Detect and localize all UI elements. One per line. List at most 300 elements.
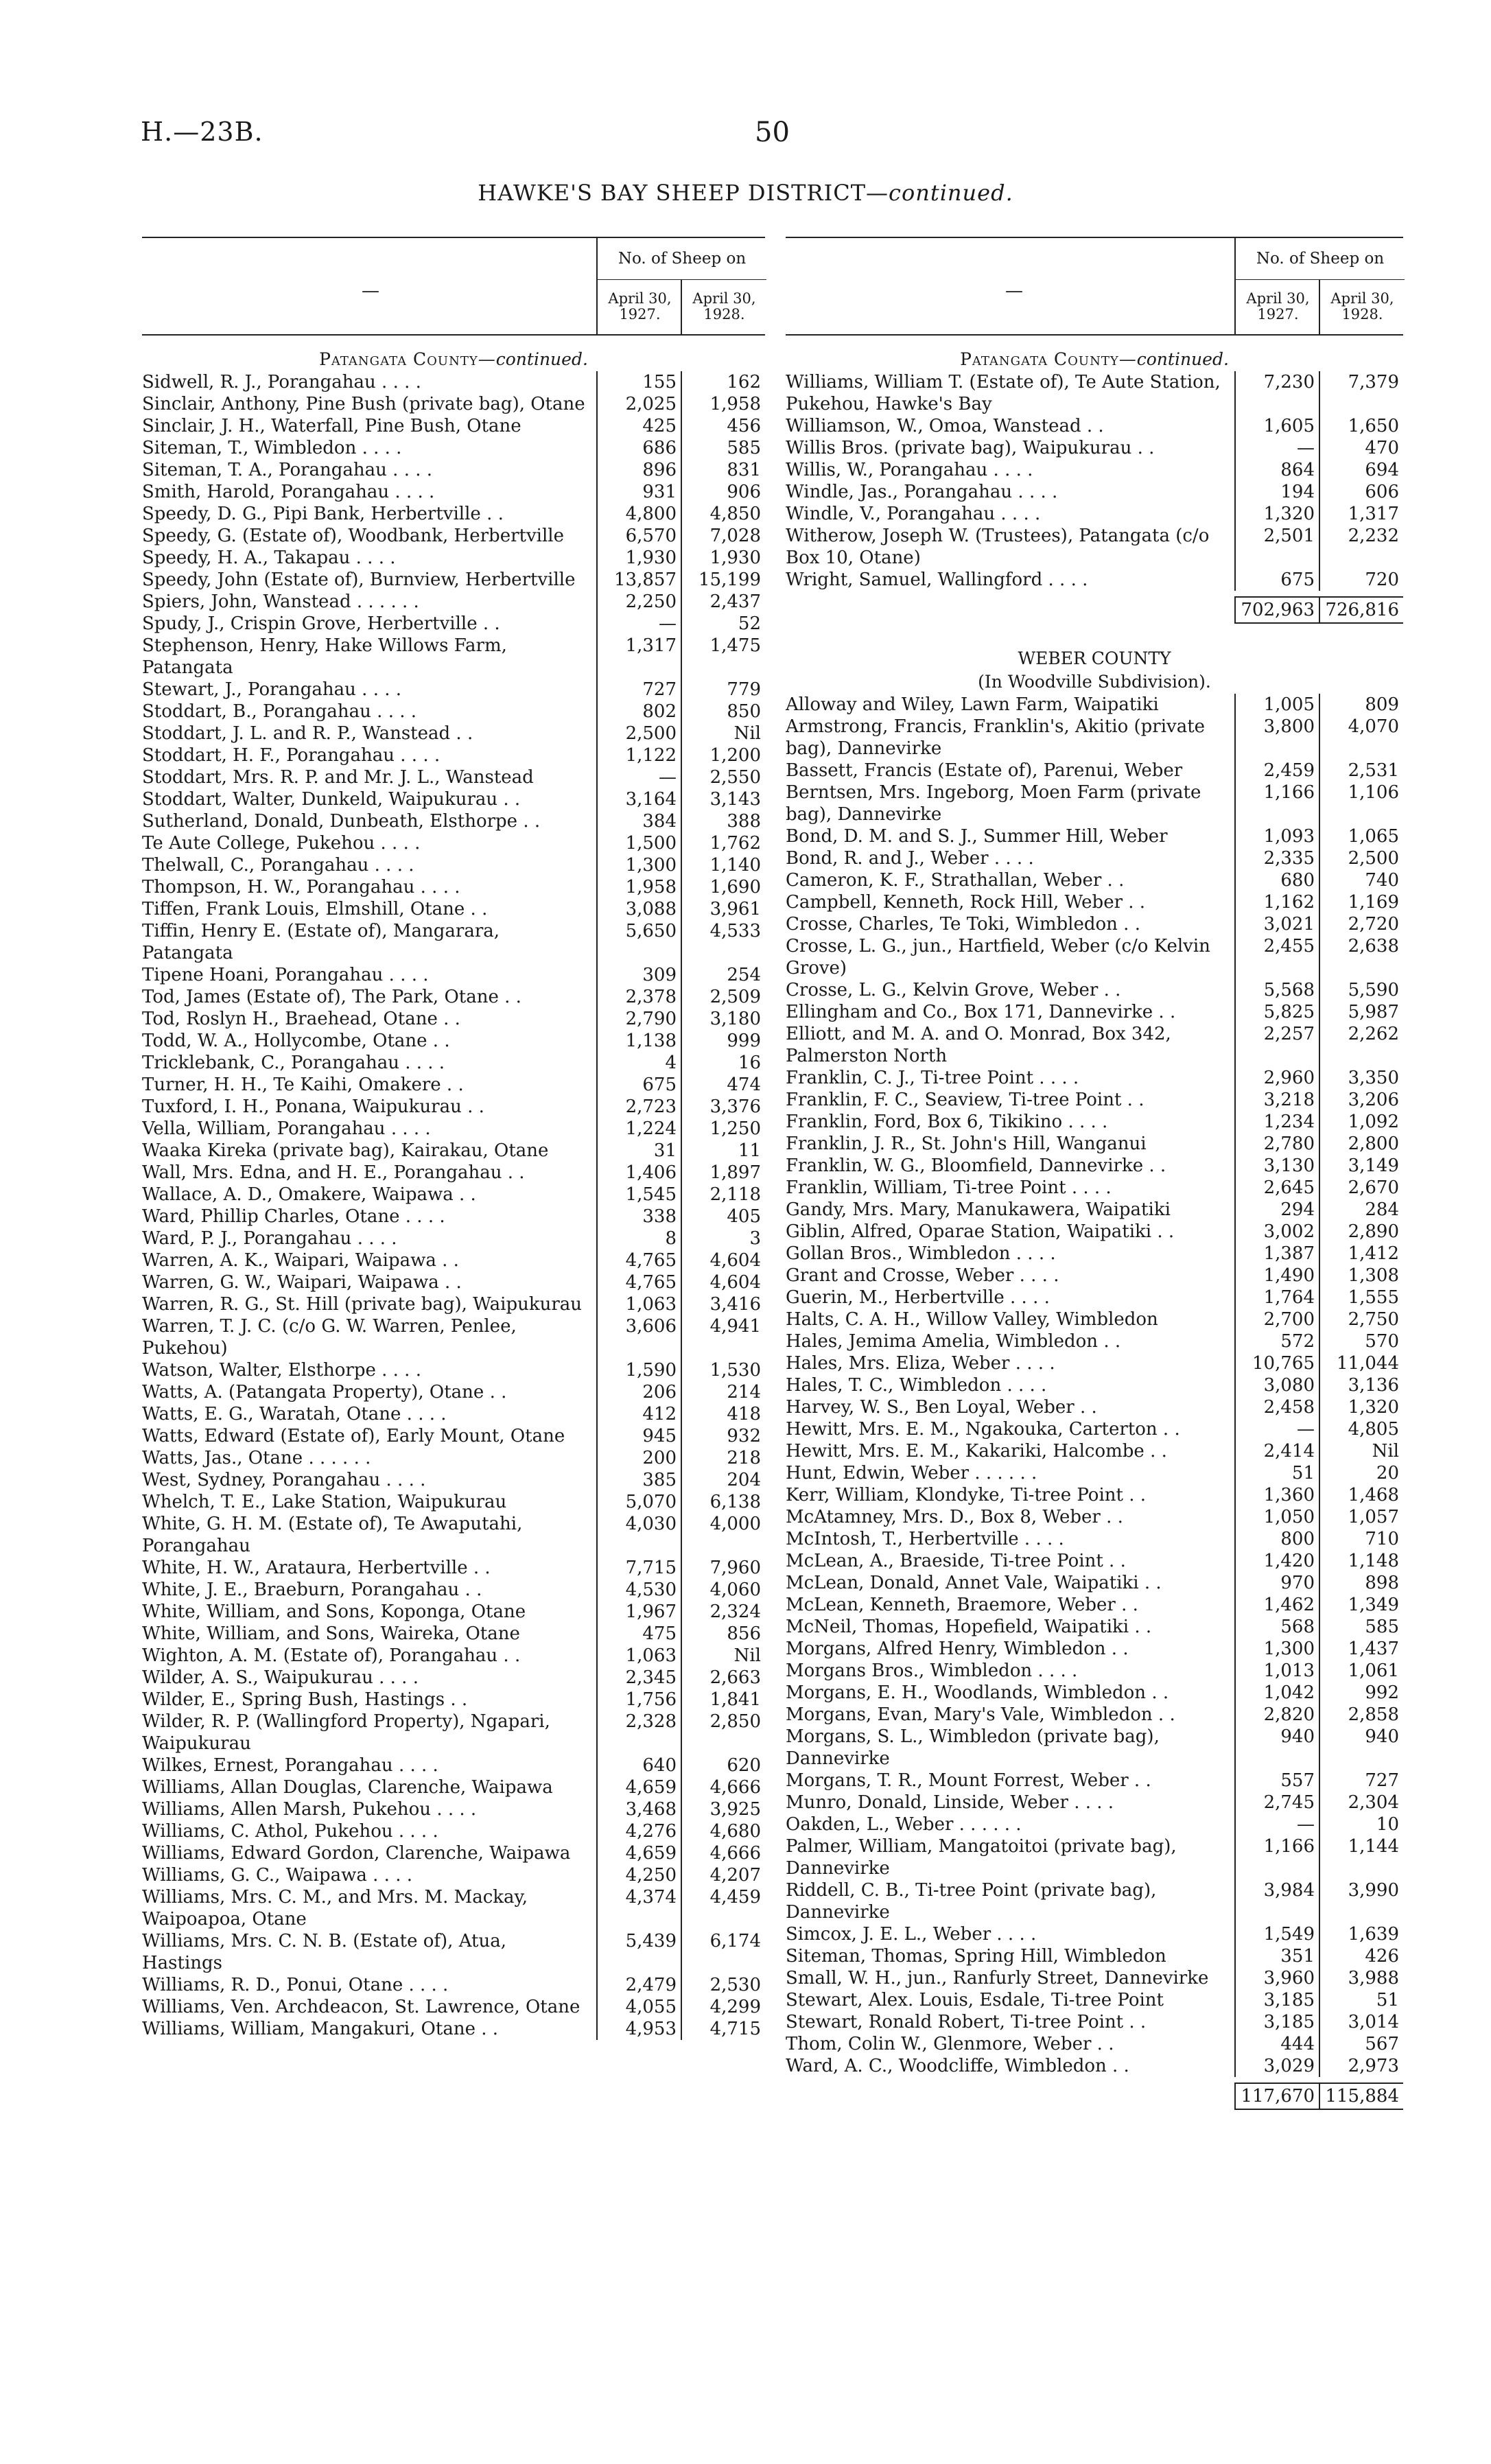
- owner-name: Halts, C. A. H., Willow Valley, Wimbledon: [786, 1309, 1158, 1330]
- sheep-1927: 2,700: [1234, 1309, 1319, 1330]
- table-row: [142, 723, 765, 744]
- sheep-1927: 3,130: [1234, 1155, 1319, 1177]
- sheep-1928: 727: [1319, 1770, 1403, 1792]
- sheep-1927: 206: [596, 1381, 681, 1403]
- sheep-1928: 3,014: [1319, 2011, 1403, 2033]
- header-group: No. of Sheep on: [1234, 238, 1405, 280]
- table-row: [142, 1403, 765, 1425]
- sheep-1927: 4,800: [596, 503, 681, 525]
- sheep-1927: 1,093: [1234, 825, 1319, 847]
- table-row: [786, 2055, 1403, 2077]
- table-row: [786, 1989, 1403, 2011]
- owner-name: Wall, Mrs. Edna, and H. E., Porangahau . .: [142, 1162, 525, 1183]
- sheep-1928: 3,180: [681, 1008, 765, 1030]
- owner-name: Berntsen, Mrs. Ingeborg, Moen Farm (private bag), Dannevirke: [786, 782, 1201, 825]
- sheep-1927: 2,745: [1234, 1792, 1319, 1814]
- table-row: [786, 1001, 1403, 1023]
- owner-name: Crosse, L. G., Kelvin Grove, Weber . .: [786, 980, 1121, 1000]
- table-row: [786, 1638, 1403, 1660]
- sheep-1928: 4,604: [681, 1249, 765, 1271]
- table-row: [142, 1820, 765, 1842]
- owner-name: Watts, E. G., Waratah, Otane . . . .: [142, 1404, 447, 1424]
- owner-name: Campbell, Kenneth, Rock Hill, Weber . .: [786, 892, 1146, 913]
- owner-name: Stewart, Ronald Robert, Ti-tree Point . .: [786, 2012, 1147, 2032]
- owner-name: Watts, A. (Patangata Property), Otane . .: [142, 1382, 507, 1403]
- owner-name: Siteman, T., Wimbledon . . . .: [142, 438, 402, 458]
- sheep-1928: 3,350: [1319, 1067, 1403, 1089]
- sheep-1927: 5,650: [596, 920, 681, 964]
- sheep-1927: 4,030: [596, 1513, 681, 1557]
- table-row: [142, 1381, 765, 1403]
- sheep-1927: 13,857: [596, 569, 681, 591]
- owner-name: Siteman, Thomas, Spring Hill, Wimbledon: [786, 1946, 1166, 1967]
- sheep-1927: 864: [1234, 459, 1319, 481]
- sheep-1927: 2,345: [596, 1667, 681, 1689]
- sheep-1928: 620: [681, 1755, 765, 1776]
- sheep-1928: 3,416: [681, 1293, 765, 1315]
- sheep-1927: 1,500: [596, 832, 681, 854]
- sheep-1928: 405: [681, 1206, 765, 1228]
- table-row: [786, 1945, 1403, 1967]
- table-row: [786, 481, 1403, 503]
- sheep-1927: —: [1234, 437, 1319, 459]
- table-row: [142, 1491, 765, 1513]
- sheep-1928: 4,604: [681, 1271, 765, 1293]
- owner-name: Williams, William T. (Estate of), Te Aute Station, Pukehou, Hawke's Bay: [786, 372, 1221, 414]
- header-col-1928: April 30, 1928.: [681, 279, 766, 334]
- sheep-1927: 557: [1234, 1770, 1319, 1792]
- sheep-1927: 3,002: [1234, 1221, 1319, 1243]
- table-row: [142, 1842, 765, 1864]
- table-row: [142, 591, 765, 613]
- sheep-1927: 1,549: [1234, 1923, 1319, 1945]
- sheep-1927: 3,185: [1234, 2011, 1319, 2033]
- sheep-1927: 945: [596, 1425, 681, 1447]
- sheep-1927: 1,300: [596, 854, 681, 876]
- sheep-1927: 3,800: [1234, 716, 1319, 760]
- sheep-1927: 294: [1234, 1199, 1319, 1221]
- owner-name: White, J. E., Braeburn, Porangahau . .: [142, 1580, 482, 1600]
- owner-name: Wallace, A. D., Omakere, Waipawa . .: [142, 1184, 476, 1205]
- table-row: [142, 1249, 765, 1271]
- sheep-1927: 51: [1234, 1462, 1319, 1484]
- owner-name: Williams, William, Mangakuri, Otane . .: [142, 2019, 499, 2039]
- sheep-1927: 1,042: [1234, 1682, 1319, 1704]
- header-dash: —: [1005, 281, 1023, 301]
- owner-name: Franklin, Ford, Box 6, Tikikino . . . .: [786, 1112, 1108, 1132]
- owner-name: Williams, Edward Gordon, Clarenche, Waipawa: [142, 1843, 571, 1864]
- sheep-1927: 1,420: [1234, 1550, 1319, 1572]
- sheep-1927: 1,166: [1234, 1835, 1319, 1879]
- owner-name: Sinclair, Anthony, Pine Bush (private bag), Otane: [142, 394, 585, 414]
- sheep-1928: 4,070: [1319, 716, 1403, 760]
- header-dash: —: [362, 281, 379, 301]
- owner-name: Windle, V., Porangahau . . . .: [786, 504, 1041, 524]
- owner-name: Witherow, Joseph W. (Trustees), Patangata (c/o Box 10, Otane): [786, 526, 1210, 568]
- sheep-1928: 16: [681, 1052, 765, 1074]
- table-row: [786, 847, 1403, 869]
- owner-name: Vella, William, Porangahau . . . .: [142, 1118, 431, 1139]
- sheep-1928: 6,174: [681, 1930, 765, 1974]
- sheep-1928: 606: [1319, 481, 1403, 503]
- sheep-1928: 4,000: [681, 1513, 765, 1557]
- table-row: [142, 1776, 765, 1798]
- table-row: [786, 1792, 1403, 1814]
- section-gap: [786, 624, 1403, 647]
- sheep-1927: 1,967: [596, 1601, 681, 1623]
- sheep-1928: 2,858: [1319, 1704, 1403, 1726]
- owner-name: Waaka Kireka (private bag), Kairakau, Otane: [142, 1140, 549, 1161]
- table-row: [142, 679, 765, 701]
- table-row: [786, 1155, 1403, 1177]
- sheep-1928: 2,509: [681, 986, 765, 1008]
- right-table-body: [786, 348, 1403, 2110]
- total-1928: 115,884: [1319, 2082, 1403, 2110]
- owner-name: Wilder, A. S., Waipukurau . . . .: [142, 1667, 419, 1688]
- table-row: [142, 1469, 765, 1491]
- sheep-1927: 3,088: [596, 898, 681, 920]
- owner-name: Warren, T. J. C. (c/o G. W. Warren, Penlee, Pukehou): [142, 1316, 517, 1359]
- owner-name: Ellingham and Co., Box 171, Dannevirke . .: [786, 1002, 1176, 1022]
- sheep-1927: 2,025: [596, 393, 681, 415]
- table-row: [786, 569, 1403, 591]
- table-row: [142, 371, 765, 393]
- sheep-1928: 2,232: [1319, 525, 1403, 569]
- owner-name: Whelch, T. E., Lake Station, Waipukurau: [142, 1492, 507, 1512]
- table-row: [786, 1506, 1403, 1528]
- table-row: [142, 788, 765, 810]
- total-1928: 726,816: [1319, 596, 1403, 624]
- owner-name: White, G. H. M. (Estate of), Te Awaputahi, Porangahau: [142, 1514, 523, 1556]
- sheep-1927: 4,765: [596, 1271, 681, 1293]
- table-row: [786, 1396, 1403, 1418]
- table-row: [786, 1287, 1403, 1309]
- table-row: [786, 1726, 1403, 1770]
- owner-name: Stoddart, Walter, Dunkeld, Waipukurau . .: [142, 789, 521, 810]
- owner-name: Bond, R. and J., Weber . . . .: [786, 848, 1034, 869]
- table-row: [786, 1374, 1403, 1396]
- sheep-1927: 2,479: [596, 1974, 681, 1996]
- sheep-1928: 51: [1319, 1989, 1403, 2011]
- table-row: [142, 1184, 765, 1206]
- sheep-1927: 2,455: [1234, 935, 1319, 979]
- sheep-1928: 1,412: [1319, 1243, 1403, 1265]
- owner-name: White, H. W., Arataura, Herbertville . .: [142, 1558, 491, 1578]
- sheep-1928: 1,690: [681, 876, 765, 898]
- table-row: [786, 1177, 1403, 1199]
- sheep-1928: 4,666: [681, 1842, 765, 1864]
- owner-name: Ward, Phillip Charles, Otane . . . .: [142, 1206, 445, 1227]
- table-row: [142, 1798, 765, 1820]
- right-column: [786, 237, 1403, 2110]
- table-row: [142, 1886, 765, 1930]
- sheep-1927: 4,250: [596, 1864, 681, 1886]
- sheep-1928: 254: [681, 964, 765, 986]
- sheep-1928: 4,715: [681, 2018, 765, 2040]
- table-row: [142, 1052, 765, 1074]
- table-row: [142, 1425, 765, 1447]
- owner-name: Thelwall, C., Porangahau . . . .: [142, 855, 414, 876]
- sheep-1927: 640: [596, 1755, 681, 1776]
- sheep-1927: 1,756: [596, 1689, 681, 1711]
- owner-name: Wighton, A. M. (Estate of), Porangahau . .: [142, 1645, 521, 1666]
- owner-name: Armstrong, Francis, Franklin's, Akitio (private bag), Dannevirke: [786, 716, 1206, 759]
- sheep-1928: 2,531: [1319, 760, 1403, 782]
- table-row: [786, 415, 1403, 437]
- owner-name: Morgans, S. L., Wimbledon (private bag), Dannevirke: [786, 1726, 1160, 1769]
- sheep-1928: 1,148: [1319, 1550, 1403, 1572]
- sheep-1927: 568: [1234, 1616, 1319, 1638]
- sheep-1928: 214: [681, 1381, 765, 1403]
- owner-name: Williams, R. D., Ponui, Otane . . . .: [142, 1975, 449, 1995]
- table-row: [142, 1864, 765, 1886]
- owner-name: Turner, H. H., Te Kaihi, Omakere . .: [142, 1075, 464, 1095]
- table-row: [142, 1557, 765, 1579]
- left-column: [142, 237, 765, 2040]
- owner-name: Warren, A. K., Waipari, Waipawa . .: [142, 1250, 459, 1271]
- sheep-1927: —: [1234, 1814, 1319, 1835]
- table-row: [786, 1550, 1403, 1572]
- sheep-1928: 2,750: [1319, 1309, 1403, 1330]
- owner-name: Alloway and Wiley, Lawn Farm, Waipatiki: [786, 694, 1159, 715]
- sheep-1928: 2,550: [681, 766, 765, 788]
- sheep-1927: 10,765: [1234, 1352, 1319, 1374]
- sheep-1928: 2,850: [681, 1711, 765, 1755]
- sheep-1927: 4,374: [596, 1886, 681, 1930]
- sheep-1927: —: [1234, 1418, 1319, 1440]
- owner-name: Speedy, D. G., Pipi Bank, Herbertville . .: [142, 504, 504, 524]
- sheep-1927: 3,960: [1234, 1967, 1319, 1989]
- sheep-1928: 570: [1319, 1330, 1403, 1352]
- sheep-1927: 3,468: [596, 1798, 681, 1820]
- owner-name: Harvey, W. S., Ben Loyal, Weber . .: [786, 1397, 1097, 1418]
- table-row: [786, 1484, 1403, 1506]
- sheep-1927: 2,500: [596, 723, 681, 744]
- sheep-1928: 15,199: [681, 569, 765, 591]
- table-row: [142, 1096, 765, 1118]
- sheep-1927: 1,360: [1234, 1484, 1319, 1506]
- table-row: [142, 854, 765, 876]
- table-row: [142, 503, 765, 525]
- owner-name: Hales, Jemima Amelia, Wimbledon . .: [786, 1331, 1121, 1352]
- owner-name: Morgans, T. R., Mount Forrest, Weber . .: [786, 1770, 1151, 1791]
- sheep-1927: 2,459: [1234, 760, 1319, 782]
- sheep-1928: 1,762: [681, 832, 765, 854]
- sheep-1927: 4,659: [596, 1842, 681, 1864]
- owner-name: Grant and Crosse, Weber . . . .: [786, 1265, 1059, 1286]
- owner-name: Stewart, Alex. Louis, Esdale, Ti-tree Point: [786, 1990, 1164, 2010]
- sheep-1927: 444: [1234, 2033, 1319, 2055]
- sheep-1927: 194: [1234, 481, 1319, 503]
- table-row: [786, 1835, 1403, 1879]
- owner-name: Williams, C. Athol, Pukehou . . . .: [142, 1821, 438, 1842]
- sheep-1927: 1,234: [1234, 1111, 1319, 1133]
- sheep-1927: 155: [596, 371, 681, 393]
- total-label-spacer: [786, 2082, 1234, 2110]
- table-row: [142, 1228, 765, 1249]
- sheep-1927: 8: [596, 1228, 681, 1249]
- table-row: [142, 964, 765, 986]
- sheep-1927: 1,063: [596, 1645, 681, 1667]
- owner-name: Franklin, C. J., Ti-tree Point . . . .: [786, 1068, 1079, 1088]
- sheep-1928: 418: [681, 1403, 765, 1425]
- sheep-1928: 7,028: [681, 525, 765, 547]
- table-row: [786, 1067, 1403, 1089]
- sheep-1927: 1,320: [1234, 503, 1319, 525]
- sheep-1928: 1,650: [1319, 415, 1403, 437]
- owner-name: Williams, Mrs. C. N. B. (Estate of), Atua, Hastings: [142, 1931, 506, 1973]
- sheep-1928: 3,149: [1319, 1155, 1403, 1177]
- table-row: [142, 1206, 765, 1228]
- table-row: [142, 766, 765, 788]
- sheep-1927: 5,825: [1234, 1001, 1319, 1023]
- sheep-1928: 1,555: [1319, 1287, 1403, 1309]
- table-row: [786, 1309, 1403, 1330]
- sheep-1927: 2,780: [1234, 1133, 1319, 1155]
- sheep-1928: 4,666: [681, 1776, 765, 1798]
- sheep-1928: 992: [1319, 1682, 1403, 1704]
- left-table-body: [142, 348, 765, 2040]
- sheep-1928: 3,143: [681, 788, 765, 810]
- owner-name: Gollan Bros., Wimbledon . . . .: [786, 1243, 1056, 1264]
- table-row: [786, 1660, 1403, 1682]
- sheep-1928: 1,065: [1319, 825, 1403, 847]
- owner-name: Franklin, F. C., Seaview, Ti-tree Point . .: [786, 1090, 1144, 1110]
- sheep-1928: 1,092: [1319, 1111, 1403, 1133]
- sheep-1927: 3,606: [596, 1315, 681, 1359]
- table-row: [142, 1930, 765, 1974]
- table-row: [142, 1513, 765, 1557]
- owner-name: Stephenson, Henry, Hake Willows Farm, Patangata: [142, 635, 507, 678]
- sheep-1928: 932: [681, 1425, 765, 1447]
- section-continued: continued.: [1136, 349, 1229, 369]
- sheep-1927: —: [596, 613, 681, 635]
- table-header: [142, 238, 765, 336]
- sheep-1927: 338: [596, 1206, 681, 1228]
- sheep-1927: 4,953: [596, 2018, 681, 2040]
- sheep-1928: 1,169: [1319, 891, 1403, 913]
- sheep-1927: 1,005: [1234, 694, 1319, 716]
- owner-name: Thompson, H. W., Porangahau . . . .: [142, 877, 460, 897]
- sheep-1928: 3,990: [1319, 1879, 1403, 1923]
- sheep-1928: 11,044: [1319, 1352, 1403, 1374]
- table-row: [142, 1601, 765, 1623]
- owner-name: Tricklebank, C., Porangahau . . . .: [142, 1053, 445, 1073]
- sheep-1928: 2,304: [1319, 1792, 1403, 1814]
- table-row: [786, 437, 1403, 459]
- table-row: [786, 1133, 1403, 1155]
- sheep-1928: 999: [681, 1030, 765, 1052]
- owner-name: Stoddart, Mrs. R. P. and Mr. J. L., Wanstead: [142, 767, 534, 788]
- section-heading-weber: WEBER COUNTY: [1018, 648, 1171, 668]
- sheep-1928: 2,973: [1319, 2055, 1403, 2077]
- sheep-1928: Nil: [1319, 1440, 1403, 1462]
- owner-name: Tod, Roslyn H., Braehead, Otane . .: [142, 1009, 460, 1029]
- table-row: [142, 459, 765, 481]
- section-subheading-weber: (In Woodville Subdivision).: [978, 672, 1211, 692]
- header-col-1928: April 30, 1928.: [1319, 279, 1405, 334]
- sheep-1928: 7,960: [681, 1557, 765, 1579]
- sheep-1927: 1,300: [1234, 1638, 1319, 1660]
- sheep-1927: 31: [596, 1140, 681, 1162]
- table-row: [142, 1755, 765, 1776]
- sheep-1927: 3,080: [1234, 1374, 1319, 1396]
- sheep-1928: 388: [681, 810, 765, 832]
- page-title: [0, 180, 1491, 206]
- sheep-1928: 720: [1319, 569, 1403, 591]
- sheep-1927: 1,605: [1234, 415, 1319, 437]
- sheep-1928: 3,376: [681, 1096, 765, 1118]
- page-number: 50: [755, 117, 790, 148]
- table-row: [142, 1645, 765, 1667]
- sheep-1928: 4,680: [681, 1820, 765, 1842]
- owner-name: Morgans, Evan, Mary's Vale, Wimbledon . .: [786, 1704, 1175, 1725]
- sheep-1928: 1,475: [681, 635, 765, 679]
- sheep-1928: 1,200: [681, 744, 765, 766]
- sheep-1928: 2,663: [681, 1667, 765, 1689]
- table-row: [786, 2011, 1403, 2033]
- owner-name: Watts, Edward (Estate of), Early Mount, Otane: [142, 1426, 565, 1446]
- owner-name: Stoddart, J. L. and R. P., Wanstead . .: [142, 723, 473, 744]
- sheep-1928: 1,140: [681, 854, 765, 876]
- sheep-1927: 1,764: [1234, 1287, 1319, 1309]
- sheep-1928: 4,533: [681, 920, 765, 964]
- sheep-1928: 4,941: [681, 1315, 765, 1359]
- sheep-1928: 1,061: [1319, 1660, 1403, 1682]
- owner-name: Sidwell, R. J., Porangahau . . . .: [142, 372, 421, 392]
- owner-name: White, William, and Sons, Koponga, Otane: [142, 1601, 526, 1622]
- section-continued: continued.: [495, 349, 588, 369]
- table-row: [786, 1572, 1403, 1594]
- table-row: [142, 1008, 765, 1030]
- owner-name: Hewitt, Mrs. E. M., Ngakouka, Carterton . .: [786, 1419, 1180, 1440]
- sheep-1928: 1,437: [1319, 1638, 1403, 1660]
- table-row: [142, 1271, 765, 1293]
- sheep-1928: 1,468: [1319, 1484, 1403, 1506]
- table-row: [142, 1974, 765, 1996]
- sheep-1927: 931: [596, 481, 681, 503]
- sheep-1928: 284: [1319, 1199, 1403, 1221]
- table-row: [786, 1967, 1403, 1989]
- sheep-1928: 831: [681, 459, 765, 481]
- owner-name: Willis Bros. (private bag), Waipukurau . .: [786, 438, 1155, 458]
- table-row: [142, 898, 765, 920]
- table-row: [142, 635, 765, 679]
- sheep-1927: 675: [596, 1074, 681, 1096]
- table-row: [786, 1682, 1403, 1704]
- sheep-1927: 4,276: [596, 1820, 681, 1842]
- owner-name: Hewitt, Mrs. E. M., Kakariki, Halcombe . .: [786, 1441, 1167, 1462]
- sheep-1928: 850: [681, 701, 765, 723]
- table-row: [142, 1579, 765, 1601]
- owner-name: Speedy, G. (Estate of), Woodbank, Herbertville: [142, 526, 564, 546]
- sheep-1928: 5,987: [1319, 1001, 1403, 1023]
- owner-name: Tod, James (Estate of), The Park, Otane . .: [142, 987, 521, 1007]
- owner-name: Simcox, J. E. L., Weber . . . .: [786, 1924, 1037, 1945]
- sheep-1928: 4,805: [1319, 1418, 1403, 1440]
- sheep-1927: 2,723: [596, 1096, 681, 1118]
- sheep-1928: 474: [681, 1074, 765, 1096]
- owner-name: Stoddart, H. F., Porangahau . . . .: [142, 745, 441, 766]
- table-row: [142, 1359, 765, 1381]
- total-1927: 702,963: [1234, 596, 1319, 624]
- owner-name: Tiffin, Henry E. (Estate of), Mangarara, Patangata: [142, 921, 500, 963]
- sheep-1927: 2,820: [1234, 1704, 1319, 1726]
- table-row: [142, 415, 765, 437]
- sheep-1928: 52: [681, 613, 765, 635]
- sheep-1928: 710: [1319, 1528, 1403, 1550]
- table-row: [142, 1030, 765, 1052]
